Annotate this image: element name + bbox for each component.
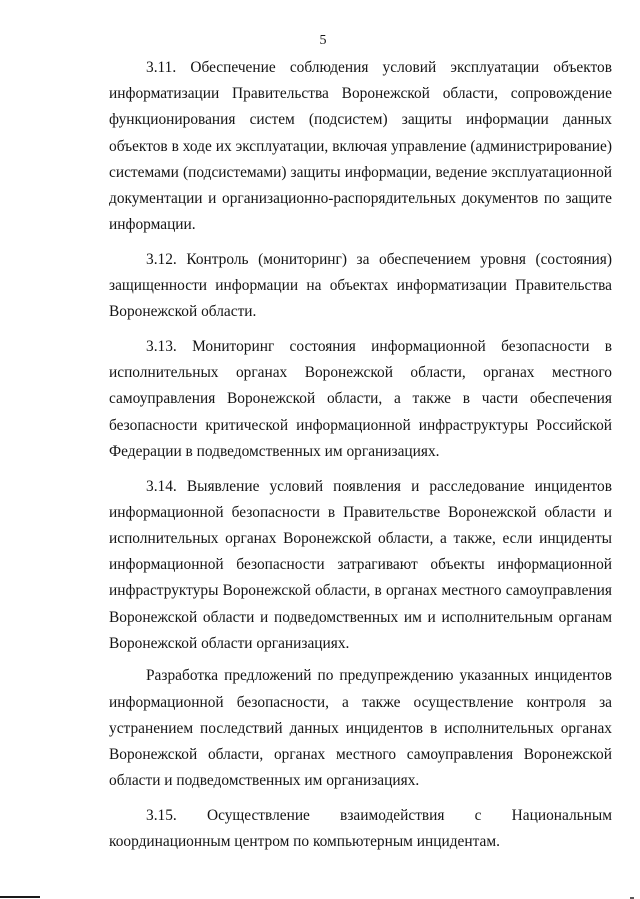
page-number: 5 (319, 33, 327, 48)
paragraph-3-14-continuation: Разработка предложений по предупреждению указанных инцидентов информационной безопасности, а также осуществление контроля за устранением последствий данных инцидентов в исполнительных органах Воронежской области, органах местного самоуправления Воронежской области и подведомственных им организациях. (109, 667, 612, 790)
paragraph-3-14: 3.14. Выявление условий появления и расследование инцидентов информационной безопасности в Правительстве Воронежской области и исполнительных органах Воронежской области, а также, если инциденты информационной безопасности затрагивают объекты информационной инфраструктуры Воронежской области, в органах местного самоуправления Воронежской области и подведомственных им и исполнительным органам Воронежской области организациях. (109, 477, 612, 652)
paragraph-3-12: 3.12. Контроль (мониторинг) за обеспечением уровня (состояния) защищенности информации на объектах информатизации Правительства Воронежской области. (109, 250, 612, 321)
paragraph-3-13: 3.13. Мониторинг состояния информационной безопасности в исполнительных органах Воронежской области, органах местного самоуправления Воронежской области, а также в части обеспечения безопасности критической информационной инфраструктуры Российской Федерации в подведомственных им организациях. (109, 338, 612, 460)
document-body (109, 55, 612, 855)
paragraph-3-15: 3.15. Осуществление взаимодействия с Национальным координационным центром по компьютерным инцидентам. (109, 806, 612, 851)
paragraph-3-11: 3.11. Обеспечение соблюдения условий эксплуатации объектов информатизации Правительства Воронежской области, сопровождение функционирования систем (подсистем) защиты информации данных объектов в ходе их эксплуатации, включая управление (администрирование) системами (подсистемами) защиты информации, ведение эксплуатационной документации и организационно-распорядительных документов по защите информации. (109, 59, 612, 234)
footer-rule (0, 896, 40, 898)
